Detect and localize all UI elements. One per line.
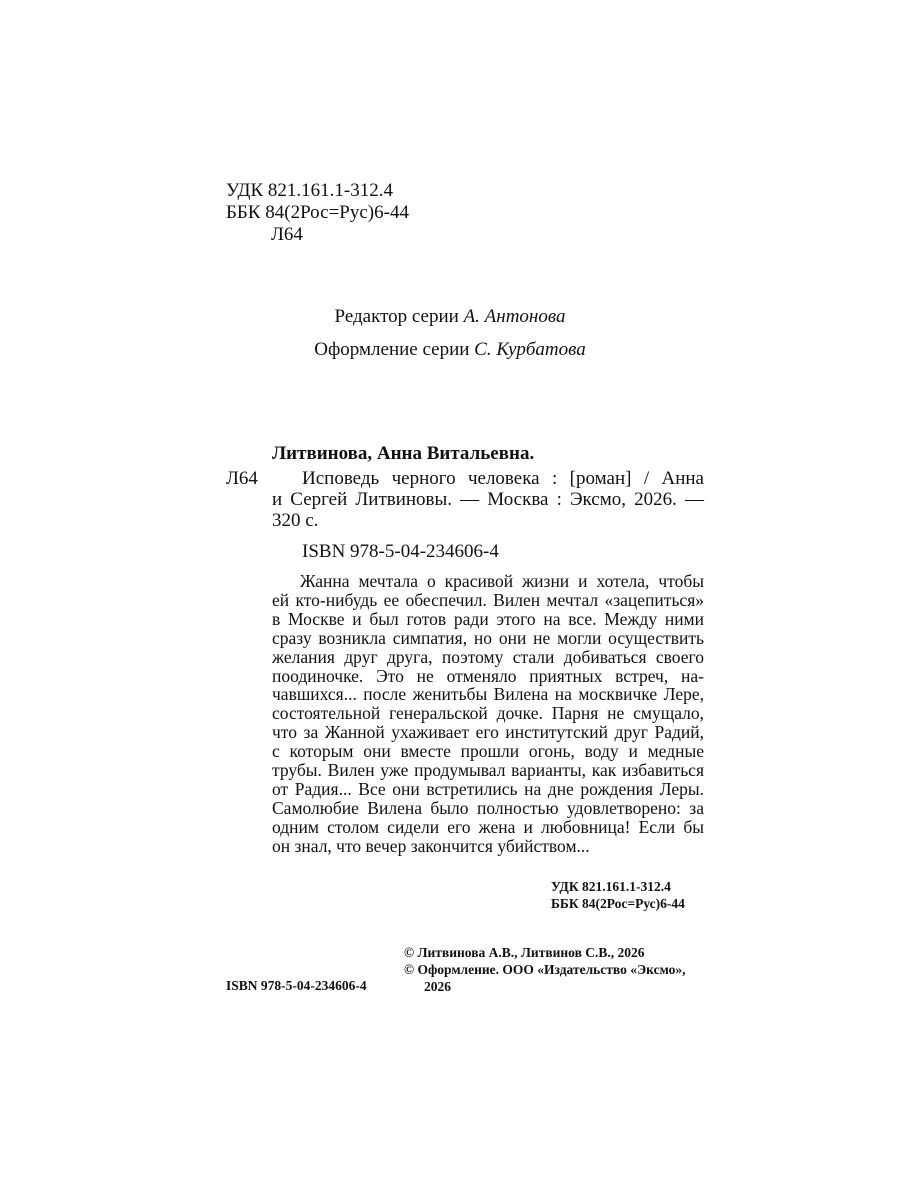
bbk-code-small: ББК 84(2Рос=Рус)6-44 — [551, 896, 685, 911]
series-editor-credit — [0, 306, 900, 328]
annotation-line: что за Жанной ухаживает его институтский друг Радий, — [272, 722, 704, 743]
copyright-authors: © Литвинова А.В., Литвинов С.В., 2026 — [404, 945, 645, 960]
annotation-line: сразу возникла симпатия, но они не могли осуществить — [272, 627, 704, 648]
series-design-name: С. Курбатова — [474, 339, 586, 360]
annotation-line: Жанна мечтала о красивой жизни и хотела, чтобы — [300, 571, 704, 591]
copyright-block — [404, 944, 685, 995]
bibliographic-description — [272, 468, 704, 531]
classification-block — [226, 180, 409, 246]
annotation-line: чавшихся... после женитьбы Вилена на москвичке Лере, — [272, 684, 704, 705]
series-design-credit — [0, 339, 900, 361]
annotation-line: Самолюбие Вилена было полностью удовлетворено: за — [272, 797, 704, 818]
author-mark: Л64 — [271, 224, 303, 245]
copyright-design-year: 2026 — [424, 979, 451, 994]
udk-code-small: УДК 821.161.1-312.4 — [551, 879, 671, 894]
isbn-bottom: ISBN 978-5-04-234606-4 — [226, 978, 367, 993]
bibliographic-author-mark: Л64 — [226, 468, 258, 489]
annotation-paragraph — [272, 572, 704, 856]
annotation-line: одним столом сидели его жена и любовница! Если бы — [272, 816, 704, 837]
annotation-line: в Москве и был готов ради этого на все. Между ними — [272, 608, 704, 629]
annotation-line: желания друг друга, поэтому стали добиваться своего — [272, 646, 704, 667]
annotation-line: ей кто-нибудь ее обеспечил. Вилен мечтал «зацепиться» — [272, 589, 704, 610]
classification-block-small — [551, 878, 685, 912]
series-editor-name: А. Антонова — [463, 306, 566, 327]
annotation-line: с которым они вместе прошли огонь, воду и медные — [272, 741, 704, 762]
annotation-line: от Радия... Все они встретились на дне рождения Леры. — [272, 778, 704, 799]
series-editor-label: Редактор серии — [334, 306, 459, 327]
bibliographic-author-heading: Литвинова, Анна Витальевна. — [272, 443, 535, 464]
udk-code: УДК 821.161.1-312.4 — [226, 180, 393, 201]
bibliographic-line: и Сергей Литвиновы. — Москва : Эксмо, 2026. — — [272, 489, 704, 510]
copyright-design: © Оформление. ООО «Издательство «Эксмо», — [404, 962, 686, 977]
bbk-code: ББК 84(2Рос=Рус)6-44 — [226, 202, 409, 223]
annotation-line: трубы. Вилен уже продумывал варианты, как избавиться — [272, 760, 704, 781]
bibliographic-line: Исповедь черного человека : [роман] / Анна — [302, 468, 704, 489]
annotation-line: состоятельной генеральской дочке. Парня не смущало, — [272, 703, 704, 724]
annotation-line: он знал, что вечер закончится убийством... — [272, 835, 590, 856]
isbn-main: ISBN 978-5-04-234606-4 — [302, 541, 499, 562]
bibliographic-line: 320 с. — [272, 510, 319, 531]
series-design-label: Оформление серии — [314, 339, 470, 360]
annotation-line: поодиночке. Это не отменяло приятных встреч, на- — [272, 665, 704, 686]
